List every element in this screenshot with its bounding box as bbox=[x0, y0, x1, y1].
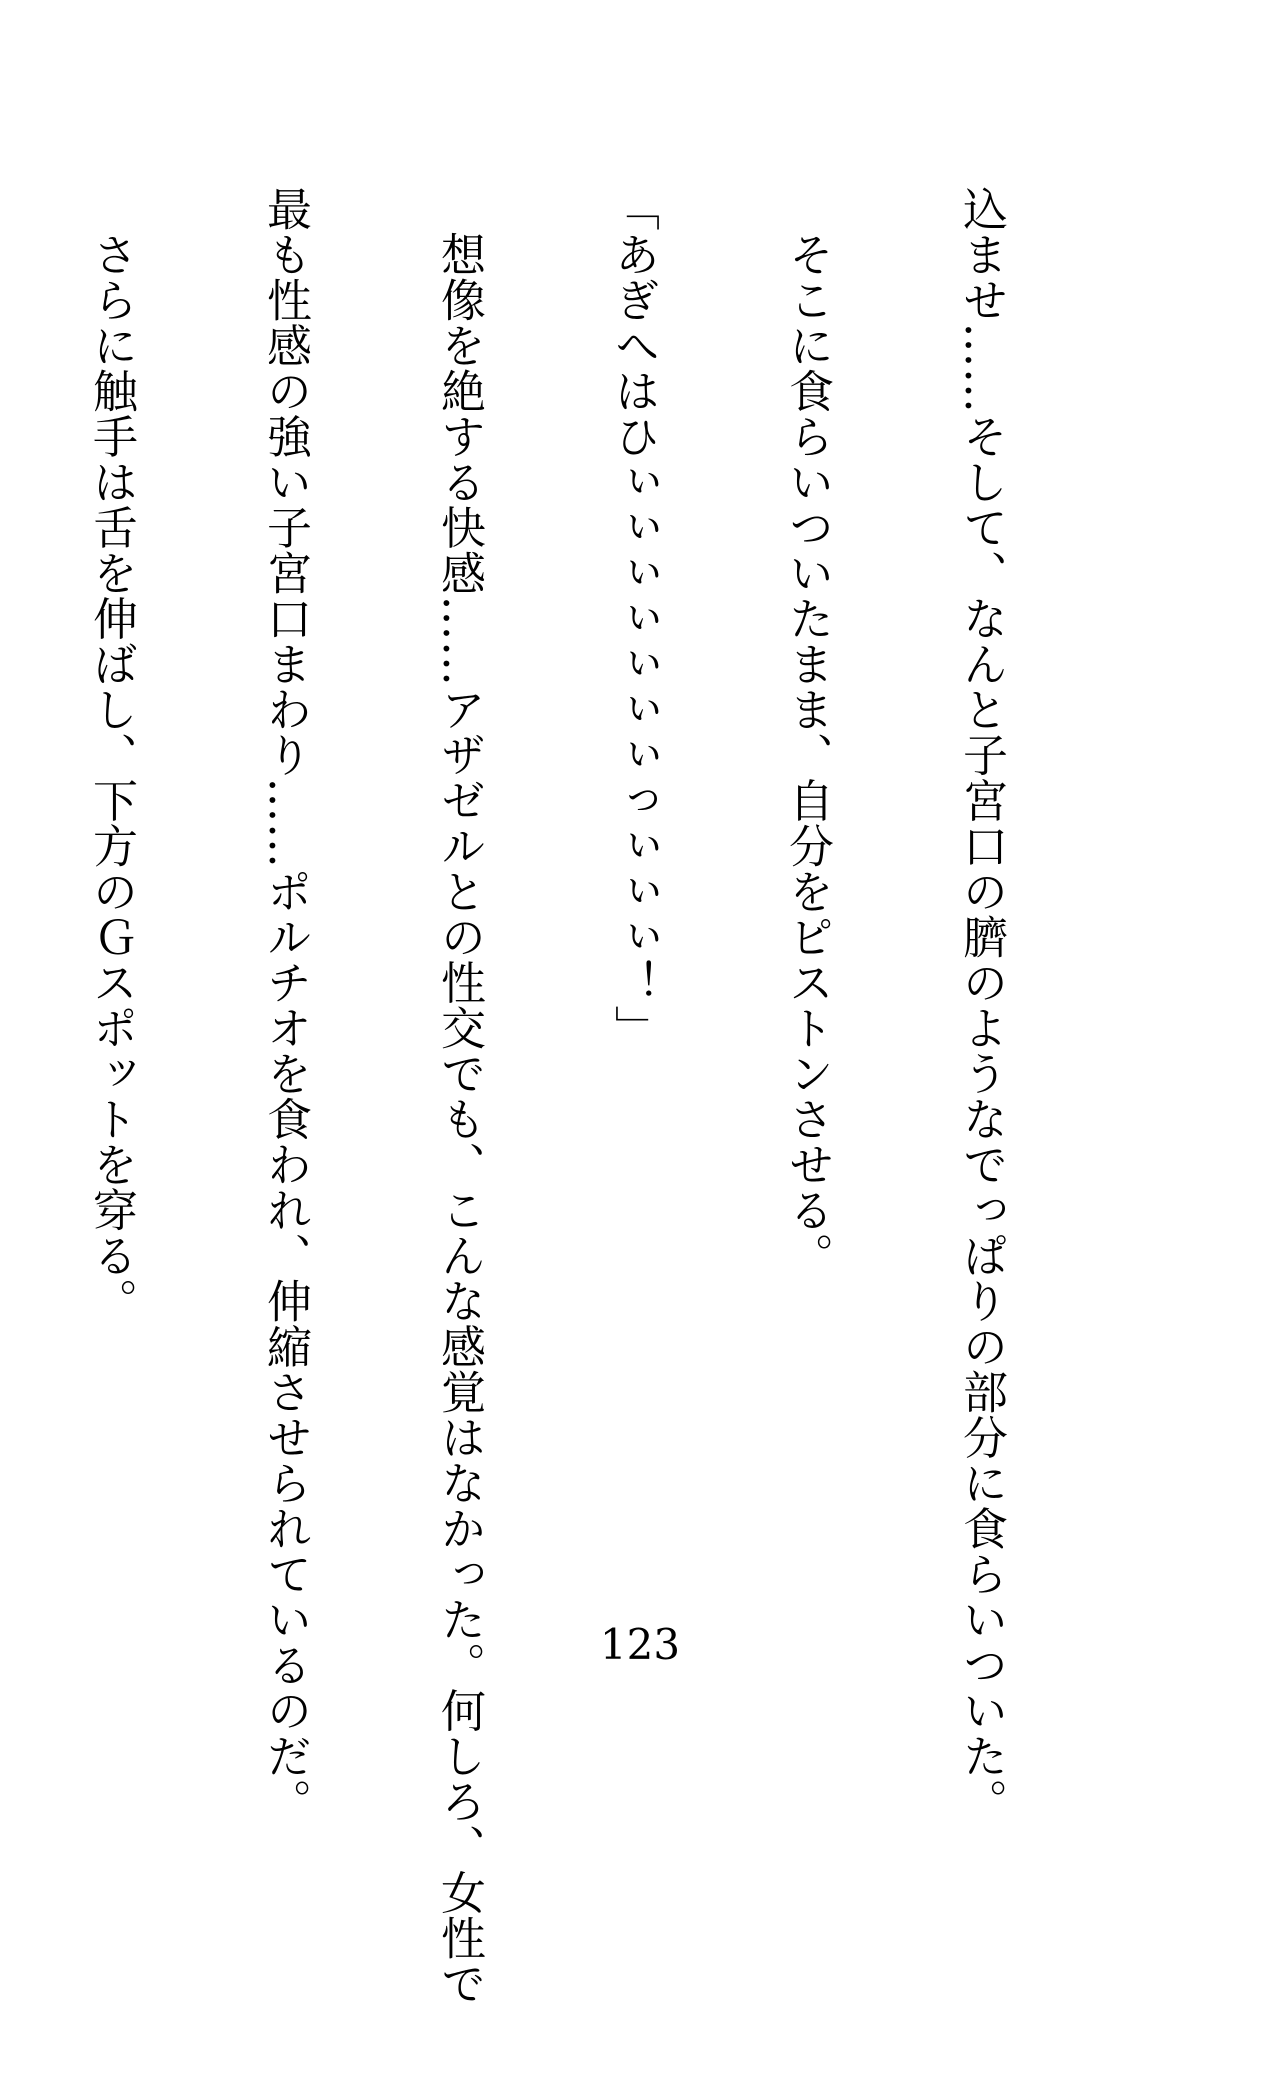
text-line: 「あぎへはひぃぃぃぃぃぃぃっぃぃぃ！」 bbox=[607, 186, 660, 1051]
text-line: 込ませ……そして、なんと子宮口の臍のようなでっぱりの部分に食らいついた。 bbox=[955, 186, 1008, 1824]
text-line: そこに食らいついたまま、自分をピストンさせる。 bbox=[781, 186, 834, 1278]
text-line: 想像を絶する快感……アザゼルとの性交でも、こんな感覚はなかった。何しろ、女性で bbox=[433, 186, 486, 2006]
page-number: 123 bbox=[599, 1620, 681, 1669]
text-line: さらに触手は舌を伸ばし、下方のＧスポットを穿る。 bbox=[85, 186, 138, 1324]
text-line: 最も性感の強い子宮口まわり……ポルチオを食われ、伸縮させられているのだ。 bbox=[259, 186, 312, 1824]
